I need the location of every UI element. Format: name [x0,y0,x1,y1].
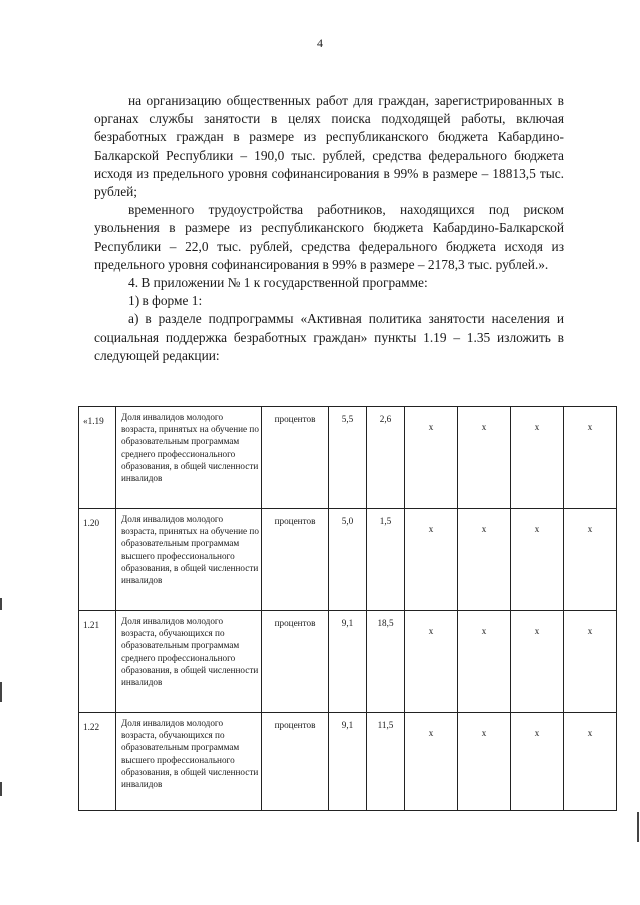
value-x-4: х [587,524,593,534]
value-x-4: х [587,422,593,432]
value-2: 1,5 [379,516,392,526]
indicators-table [78,406,617,811]
value-x-3: х [534,626,540,636]
value-x-2: х [481,728,487,738]
value-2: 18,5 [377,618,394,628]
indicator-name: Доля инвалидов молодого возраста, обучающихся по образовательным программам высшего профессионального образования, в общей численности инвалидов [121,718,259,790]
row-number: 1.21 [83,620,100,630]
scan-artifact [637,812,639,842]
row-number: 1.22 [83,722,100,732]
row-number: 1.20 [83,518,100,528]
indicator-name: Доля инвалидов молодого возраста, принятых на обучение по образовательным программам среднего профессионального образования, в общей численности инвалидов [121,412,259,484]
value-1: 9,1 [341,720,354,730]
value-2: 2,6 [379,414,392,424]
unit-of-measure: процентов [274,414,316,424]
scan-artifact [0,682,2,702]
value-x-4: х [587,626,593,636]
value-x-1: х [428,422,434,432]
table-row [79,509,617,611]
unit-of-measure: процентов [274,516,316,526]
value-2: 11,5 [377,720,394,730]
scan-artifact [0,782,2,796]
paragraph-public-works: на организацию общественных работ для граждан, зарегистрированных в органах службы занятости в целях поиска подходящей работы, включая безработных граждан в размере из республиканского бюджета Кабардино-Балкарской Республики – 190,0 тыс. рублей, средства федерального бюджета исходя из предельного уровня софинансирования в 99% в размере – 18813,5 тыс. рублей; [94,93,564,200]
value-x-1: х [428,728,434,738]
page-number: 4 [317,36,323,50]
indicator-name: Доля инвалидов молодого возраста, принятых на обучение по образовательным программам высшего профессионального образования, в общей численности инвалидов [121,514,259,586]
value-1: 9,1 [341,618,354,628]
value-x-1: х [428,524,434,534]
value-x-2: х [481,524,487,534]
value-x-3: х [534,728,540,738]
value-x-2: х [481,626,487,636]
value-x-4: х [587,728,593,738]
unit-of-measure: процентов [274,720,316,730]
value-1: 5,0 [341,516,354,526]
paragraph-form: 1) в форме 1: [128,293,203,309]
unit-of-measure: процентов [274,618,316,628]
indicator-name: Доля инвалидов молодого возраста, обучающихся по образовательным программам среднего профессионального образования, в общей численности инвалидов [121,616,259,688]
value-x-3: х [534,524,540,534]
scan-artifact [0,598,2,610]
value-x-2: х [481,422,487,432]
value-x-1: х [428,626,434,636]
row-number: «1.19 [83,416,104,426]
paragraph-section: а) в разделе подпрограммы «Активная политика занятости населения и социальная поддержка безработных граждан» пункты 1.19 – 1.35 изложить в следующей редакции: [94,311,564,363]
table-row [79,713,617,811]
value-1: 5,5 [341,414,354,424]
value-x-3: х [534,422,540,432]
body-text [94,92,564,365]
table-row [79,407,617,509]
paragraph-appendix: 4. В приложении № 1 к государственной программе: [128,275,428,291]
table-row [79,611,617,713]
paragraph-temporary-employment: временного трудоустройства работников, находящихся под риском увольнения в размере из республиканского бюджета Кабардино-Балкарской Республики – 22,0 тыс. рублей, средства федерального бюджета исходя из предельного уровня софинансирования в 99% в размере – 2178,3 тыс. рублей.». [94,202,564,272]
